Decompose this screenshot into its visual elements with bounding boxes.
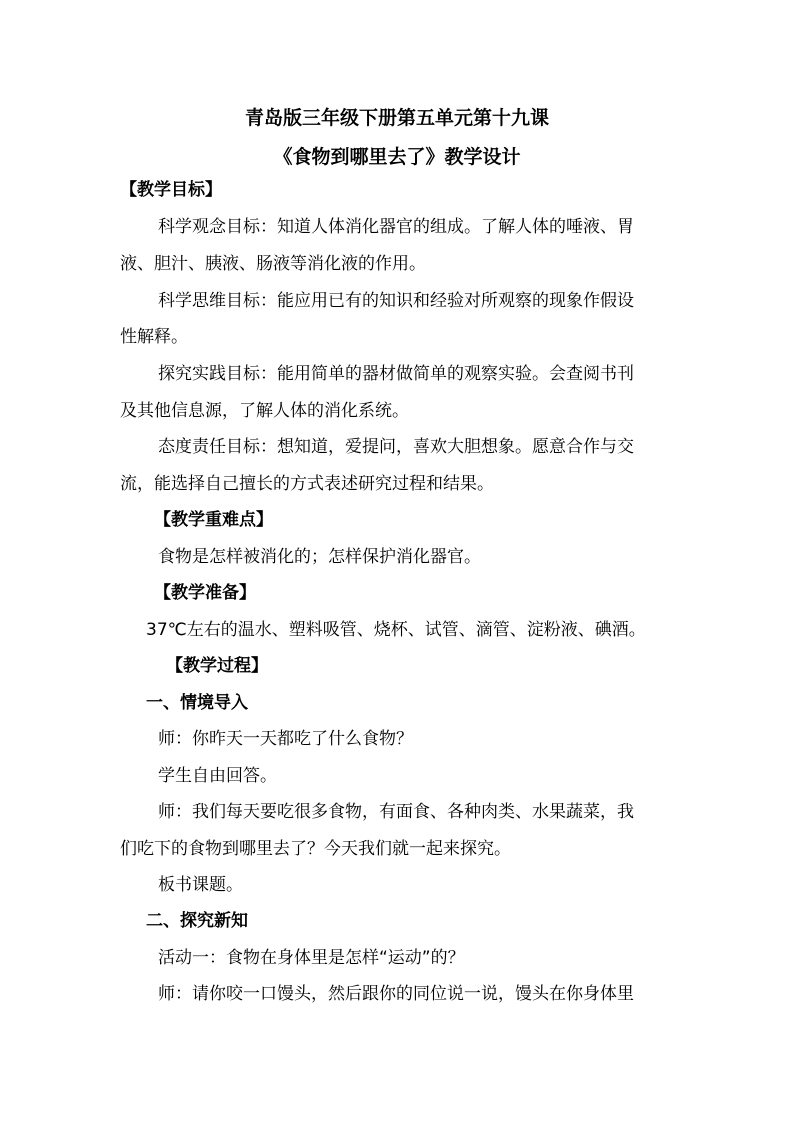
paragraph-line: 食物是怎样被消化的；怎样保护消化器官。 [158,547,481,567]
section-heading-objectives: 【教学目标】 [120,180,222,200]
section-heading-key-points: 【教学重难点】 [154,510,273,530]
paragraph-line: 学生自由回答。 [158,766,277,786]
paragraph-line: 及其他信息源，了解人体的消化系统。 [120,401,409,421]
section-heading-preparation: 【教学准备】 [154,583,256,603]
paragraph-line: 们吃下的食物到哪里去了？今天我们就一起来探究。 [120,839,511,859]
paragraph-line: 流，能选择自己擅长的方式表述研究过程和结果。 [120,474,494,494]
paragraph-line: 37℃左右的温水、塑料吸管、烧杯、试管、滴管、淀粉液、碘酒。 [146,620,646,640]
paragraph-line: 师：你昨天一天都吃了什么食物？ [158,729,413,749]
paragraph-line: 性解释。 [120,327,188,347]
subsection-heading: 一、情境导入 [146,693,248,713]
paragraph-line: 板书课题。 [158,875,243,895]
subsection-heading: 二、探究新知 [146,911,248,931]
paragraph-line: 师：请你咬一口馒头，然后跟你的同位说一说，馒头在你身体里 [158,984,634,1004]
paragraph-line: 探究实践目标：能用简单的器材做简单的观察实验。会查阅书刊 [158,364,634,384]
paragraph-line: 态度责任目标：想知道，爱提问，喜欢大胆想象。愿意合作与交 [158,437,634,457]
paragraph-line: 科学观念目标：知道人体消化器官的组成。了解人体的唾液、胃 [158,217,634,237]
paragraph-line: 液、胆汁、胰液、肠液等消化液的作用。 [120,254,426,274]
document-title-line2: 《食物到哪里去了》教学设计 [273,146,521,168]
document-title-line1: 青岛版三年级下册第五单元第十九课 [244,107,549,129]
section-heading-process: 【教学过程】 [166,656,268,676]
paragraph-line: 师：我们每天要吃很多食物，有面食、各种肉类、水果蔬菜，我 [158,802,634,822]
paragraph-line: 科学思维目标：能应用已有的知识和经验对所观察的现象作假设 [158,291,634,311]
paragraph-line: 活动一：食物在身体里是怎样“运动”的？ [158,948,465,968]
